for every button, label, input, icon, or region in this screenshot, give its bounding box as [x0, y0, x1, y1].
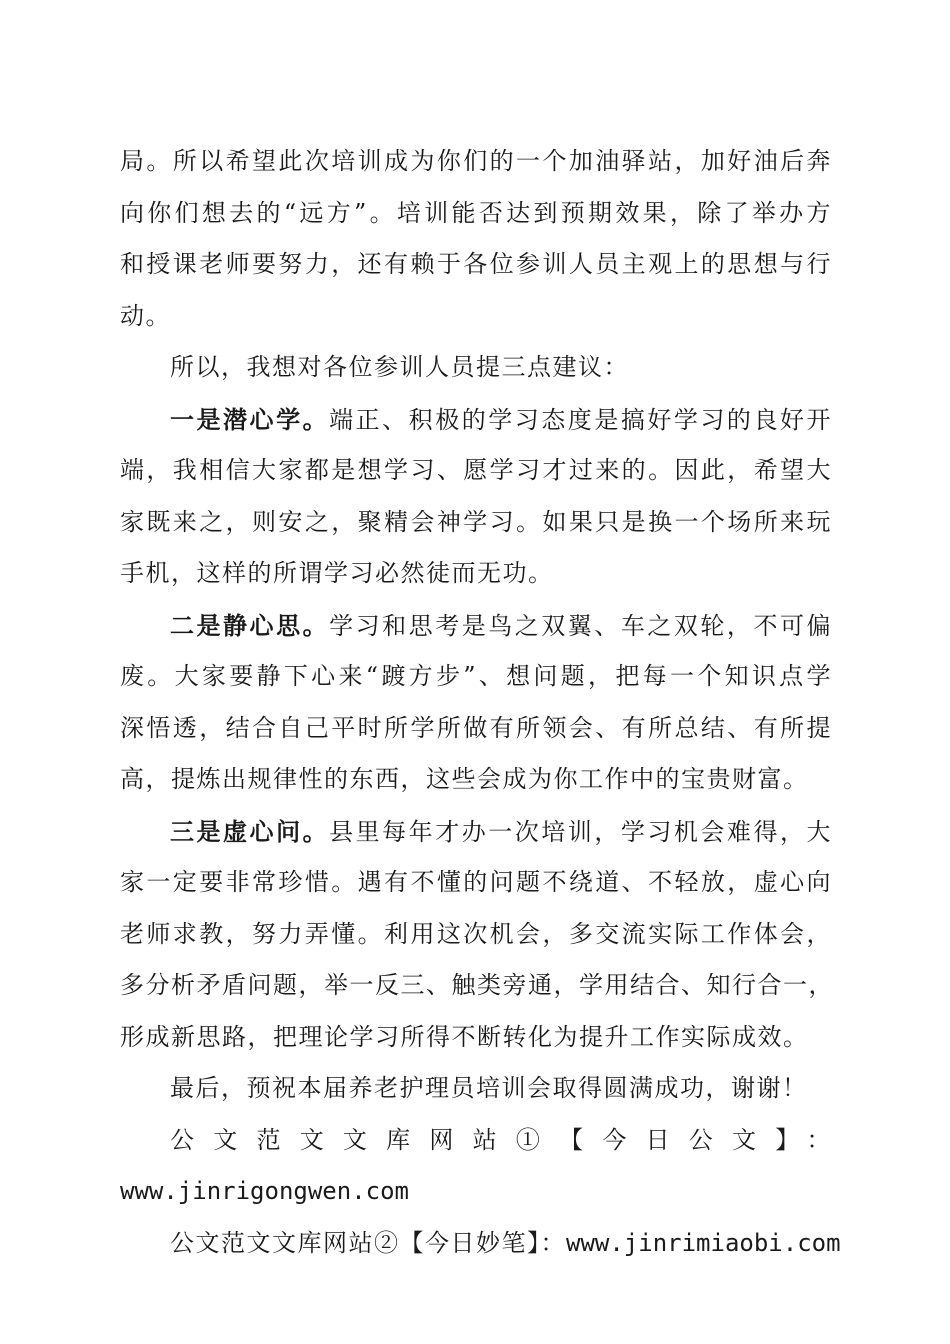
paragraph-line: 动。 [120, 301, 171, 330]
paragraph-line: 家既来之，则安之，聚精会神学习。如果只是换一个场所来玩 [120, 507, 832, 536]
site-two-line [120, 1218, 841, 1270]
paragraph-line: 家一定要非常珍惜。遇有不懂的问题不绕道、不轻放，虚心向 [120, 868, 832, 896]
site-two-label: 公文范文文库网站②【今日妙笔】： [170, 1228, 566, 1257]
paragraph-line: 手机，这样的所谓学习必然徒而无功。 [120, 559, 554, 587]
point-three-text: 县里每年才办一次培训，学习机会难得，大 [329, 817, 832, 846]
point-three-first-line [120, 806, 832, 858]
paragraph-line: 端，我相信大家都是想学习、愿学习才过来的。因此，希望大 [120, 456, 832, 484]
point-two-heading: 二是静心思。 [170, 610, 330, 640]
point-three-heading: 三是虚心问。 [170, 816, 330, 846]
site-one-label: 公文范文文库网站①【今日公文】： [170, 1125, 832, 1154]
point-one-first-line [120, 394, 832, 446]
paragraph-line: 废。大家要静下心来“踱方步”、想问题，把每一个知识点学 [120, 662, 832, 690]
paragraph-line: 所以，我想对各位参训人员提三点建议： [170, 353, 629, 381]
paragraph-line: 老师求教，努力弄懂。利用这次机会，多交流实际工作体会， [120, 919, 832, 948]
site-two-url[interactable]: www.jinrimiaobi.com [566, 1228, 841, 1257]
paragraph-line: 深悟透，结合自己平时所学所做有所领会、有所总结、有所提 [120, 713, 832, 742]
point-one-text: 端正、积极的学习态度是搞好学习的良好开 [329, 405, 832, 434]
closing-line: 最后，预祝本届养老护理员培训会取得圆满成功，谢谢！ [170, 1074, 808, 1102]
point-one-heading: 一是潜心学。 [170, 404, 330, 434]
paragraph-line: 形成新思路，把理论学习所得不断转化为提升工作实际成效。 [120, 1022, 809, 1051]
point-two-first-line [120, 600, 832, 652]
point-two-text: 学习和思考是鸟之双翼、车之双轮，不可偏 [329, 611, 832, 640]
paragraph-line: 向你们想去的“远方”。培训能否达到预期效果，除了举办方 [120, 198, 832, 227]
document-body [120, 136, 841, 1269]
paragraph-line: 高，提炼出规律性的东西，这些会成为你工作中的宝贵财富。 [120, 765, 809, 793]
paragraph-line: 和授课老师要努力，还有赖于各位参训人员主观上的思想与行 [120, 250, 832, 278]
paragraph-line: 多分析矛盾问题，举一反三、触类旁通，学用结合、知行合一， [120, 971, 834, 999]
paragraph-line: 局。所以希望此次培训成为你们的一个加油驿站，加好油后奔 [120, 147, 832, 175]
site-one-url[interactable]: www.jinrigongwen.com [120, 1177, 409, 1205]
